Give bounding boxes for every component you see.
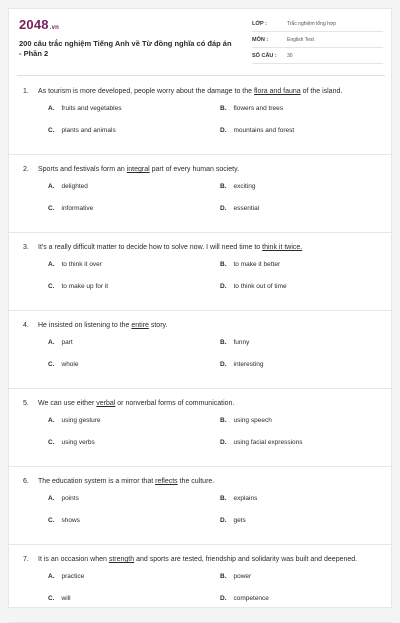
meta-row-class <box>252 17 383 32</box>
option-text: part <box>61 339 73 346</box>
option-letter: C. <box>48 127 55 134</box>
option-c[interactable] <box>48 360 78 370</box>
option-d[interactable] <box>220 282 287 292</box>
options <box>19 572 383 616</box>
question-list <box>9 77 393 623</box>
option-c[interactable] <box>48 126 116 136</box>
option-letter: A. <box>48 105 55 112</box>
option-d[interactable] <box>220 594 269 604</box>
meta-key: SỐ CÂU : <box>252 53 277 59</box>
option-d[interactable] <box>220 204 259 214</box>
option-text: whole <box>61 361 79 368</box>
question-text-part: or nonverbal forms of communication. <box>115 400 235 407</box>
options <box>19 260 383 304</box>
question-text-part: It's a really difficult matter to decide how to solve now. I will need time to <box>38 244 263 251</box>
option-text: to think out of time <box>233 283 287 290</box>
question-item <box>9 311 393 389</box>
underlined-word: reflects <box>155 478 178 485</box>
logo-text: 2048 <box>19 17 49 32</box>
option-a[interactable] <box>48 572 84 582</box>
question-text-part: The education system is a mirror that <box>38 478 156 485</box>
underlined-word: strength <box>108 556 135 563</box>
question-text-part: and sports are tested, friendship and solidarity was built and deepened. <box>134 556 358 563</box>
option-text: power <box>233 573 252 580</box>
question-item <box>9 467 393 545</box>
option-b[interactable] <box>220 338 249 348</box>
question-text-part: part of every human society. <box>149 166 240 173</box>
meta-key: LỚP : <box>252 21 267 27</box>
option-letter: B. <box>220 495 227 502</box>
meta-value: Trắc nghiệm tổng hợp <box>287 21 336 27</box>
question-text-part: As tourism is more developed, people worry about the damage to the <box>38 88 254 95</box>
option-letter: C. <box>48 361 55 368</box>
option-b[interactable] <box>220 494 257 504</box>
option-letter: C. <box>48 283 55 290</box>
meta-value: 30 <box>287 53 293 59</box>
option-a[interactable] <box>48 182 88 192</box>
question-item <box>9 155 393 233</box>
option-letter: D. <box>220 439 227 446</box>
question-number: 4. <box>23 322 29 329</box>
option-text: shows <box>61 517 80 524</box>
option-text: competence <box>233 595 269 602</box>
question-text-part: Sports and festivals form an <box>38 166 127 173</box>
option-letter: D. <box>220 283 227 290</box>
option-b[interactable] <box>220 104 283 114</box>
question-text <box>19 476 383 487</box>
option-text: delighted <box>61 183 88 190</box>
option-a[interactable] <box>48 494 79 504</box>
underlined-word: verbal <box>96 400 116 407</box>
option-d[interactable] <box>220 360 264 370</box>
options <box>19 338 383 382</box>
option-c[interactable] <box>48 594 71 604</box>
option-text: flowers and trees <box>233 105 283 112</box>
option-letter: B. <box>220 573 227 580</box>
underlined-word: integral <box>126 166 150 173</box>
option-text: to make it better <box>233 261 281 268</box>
option-d[interactable] <box>220 516 246 526</box>
option-c[interactable] <box>48 438 95 448</box>
options <box>19 416 383 460</box>
option-text: using facial expressions <box>233 439 303 446</box>
page-title: 200 câu trắc nghiệm Tiếng Anh về Từ đồng nghĩa có đáp án - Phần 2 <box>19 39 232 58</box>
option-d[interactable] <box>220 126 294 136</box>
option-a[interactable] <box>48 416 101 426</box>
question-text-part: It is an occasion when <box>38 556 109 563</box>
option-letter: B. <box>220 339 227 346</box>
meta-row-count <box>252 49 383 64</box>
document-header <box>19 17 383 72</box>
option-text: gets <box>233 517 246 524</box>
option-letter: C. <box>48 439 55 446</box>
option-text: points <box>61 495 79 502</box>
option-letter: A. <box>48 261 55 268</box>
option-letter: A. <box>48 339 55 346</box>
option-b[interactable] <box>220 260 280 270</box>
header-divider <box>17 75 385 76</box>
options <box>19 104 383 148</box>
question-text-part: He insisted on listening to the <box>38 322 132 329</box>
question-item <box>9 77 393 155</box>
question-text-part: of the island. <box>300 88 343 95</box>
option-c[interactable] <box>48 516 80 526</box>
option-text: to think it over <box>61 261 102 268</box>
option-letter: D. <box>220 595 227 602</box>
option-letter: D. <box>220 127 227 134</box>
option-text: fruits and vegetables <box>61 105 122 112</box>
option-text: mountains and forest <box>233 127 295 134</box>
question-number: 2. <box>23 166 29 173</box>
option-letter: C. <box>48 595 55 602</box>
option-text: exciting <box>233 183 256 190</box>
option-text: using verbs <box>61 439 95 446</box>
option-b[interactable] <box>220 182 256 192</box>
options <box>19 494 383 538</box>
option-a[interactable] <box>48 260 102 270</box>
option-c[interactable] <box>48 204 93 214</box>
document-page <box>8 8 392 608</box>
question-text <box>19 86 383 97</box>
meta-key: MÔN : <box>252 37 269 43</box>
option-letter: B. <box>220 105 227 112</box>
option-text: essential <box>233 205 260 212</box>
option-b[interactable] <box>220 572 251 582</box>
option-letter: A. <box>48 495 55 502</box>
meta-value: English Test <box>287 37 314 43</box>
option-text: funny <box>233 339 250 346</box>
underlined-word: entire <box>131 322 149 329</box>
option-c[interactable] <box>48 282 108 292</box>
option-letter: C. <box>48 205 55 212</box>
option-letter: B. <box>220 261 227 268</box>
question-text <box>19 164 383 175</box>
question-number: 3. <box>23 244 29 251</box>
question-text-part: We can use either <box>38 400 97 407</box>
option-text: explains <box>233 495 258 502</box>
question-item <box>9 389 393 467</box>
underlined-word: flora and fauna <box>253 88 301 95</box>
option-text: plants and animals <box>61 127 116 134</box>
option-text: using gesture <box>61 417 101 424</box>
question-text-part: the culture. <box>177 478 215 485</box>
question-text <box>19 554 383 565</box>
option-text: will <box>61 595 71 602</box>
option-text: using speech <box>233 417 272 424</box>
option-letter: D. <box>220 205 227 212</box>
option-text: interesting <box>233 361 264 368</box>
question-number: 6. <box>23 478 29 485</box>
option-a[interactable] <box>48 104 121 114</box>
site-logo[interactable] <box>19 17 59 32</box>
question-number: 7. <box>23 556 29 563</box>
option-letter: D. <box>220 361 227 368</box>
question-text <box>19 242 383 253</box>
question-item <box>9 545 393 623</box>
options <box>19 182 383 226</box>
option-text: practice <box>61 573 85 580</box>
option-letter: B. <box>220 417 227 424</box>
question-text <box>19 320 383 331</box>
question-number: 1. <box>23 88 29 95</box>
question-text <box>19 398 383 409</box>
option-letter: A. <box>48 573 55 580</box>
logo-suffix: .vn <box>49 25 60 31</box>
option-b[interactable] <box>220 416 272 426</box>
option-letter: A. <box>48 183 55 190</box>
option-a[interactable] <box>48 338 73 348</box>
option-text: informative <box>61 205 94 212</box>
question-item <box>9 233 393 311</box>
option-d[interactable] <box>220 438 303 448</box>
option-letter: A. <box>48 417 55 424</box>
option-letter: B. <box>220 183 227 190</box>
option-letter: C. <box>48 517 55 524</box>
underlined-word: think it twice. <box>262 244 303 251</box>
meta-table <box>252 17 383 65</box>
question-text-part: story. <box>148 322 168 329</box>
option-letter: D. <box>220 517 227 524</box>
question-number: 5. <box>23 400 29 407</box>
meta-row-subject <box>252 33 383 48</box>
option-text: to make up for it <box>61 283 109 290</box>
